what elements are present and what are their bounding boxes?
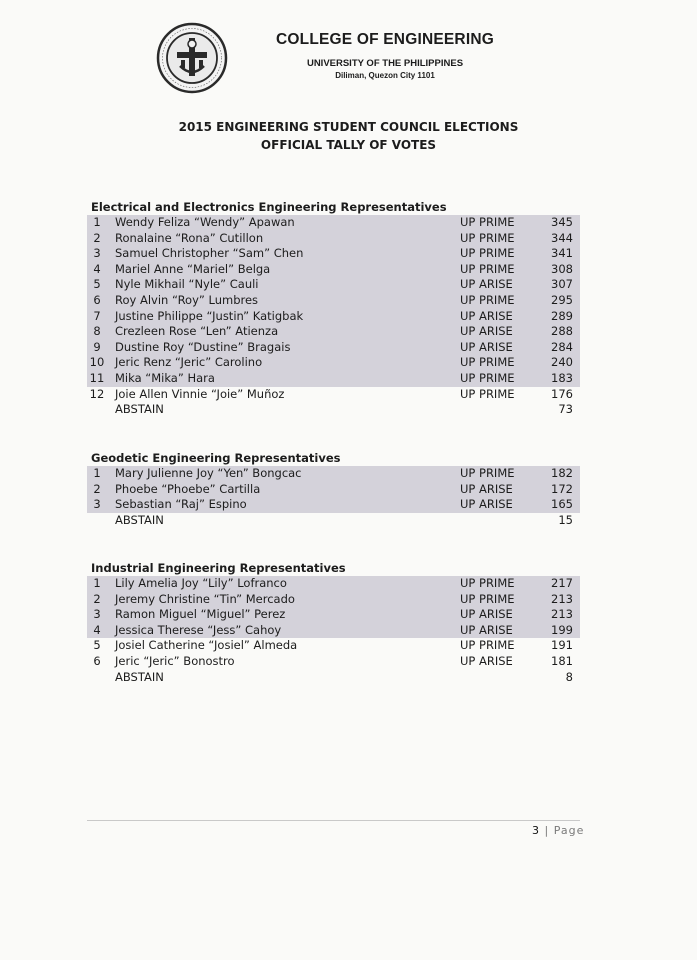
candidate-rank: 8 [93,324,101,339]
party-name: UP PRIME [460,215,515,229]
candidate-rank: 6 [93,292,101,307]
candidate-name: Crezleen Rose “Len” Atienza [115,324,279,339]
party-name: UP PRIME [460,370,515,385]
candidate-rank: 6 [93,653,101,668]
candidate-row [87,262,580,278]
candidate-name: Jessica Therese “Jess” Cahoy [115,622,282,637]
vote-count: 15 [558,512,573,527]
candidate-name: Jeric “Jeric” Bonostro [115,653,235,668]
party-name: UP ARISE [460,622,513,637]
candidate-rank: 2 [93,481,101,496]
candidate-rank: 2 [93,591,101,606]
document-subtitle: OFFICIAL TALLY OF VOTES [260,138,437,152]
candidate-row [87,215,580,231]
candidate-name: ABSTAIN [115,669,164,684]
candidate-name: Jeric Renz “Jeric” Carolino [115,355,263,370]
college-seal-logo [156,22,228,94]
college-name: COLLEGE OF ENGINEERING [276,31,494,48]
vote-count: 199 [551,622,573,637]
candidate-row [87,387,580,403]
candidate-name: Mariel Anne “Mariel” Belga [115,261,271,276]
candidate-name: Joie Allen Vinnie “Joie” Muñoz [115,386,285,401]
vote-count: 183 [551,370,573,385]
candidate-name: Ramon Miguel “Miguel” Perez [115,607,286,622]
candidate-rank: 5 [93,638,101,653]
candidate-row [87,466,580,482]
party-name: UP PRIME [460,591,515,606]
vote-count: 172 [551,481,573,496]
vote-count: 176 [551,386,573,401]
candidate-row [87,277,580,293]
candidate-rank: 4 [93,622,101,637]
candidate-rank: 11 [89,370,105,385]
page-label: Page [553,824,585,837]
vote-count: 284 [551,339,573,354]
vote-count: 308 [551,261,573,276]
vote-count: 307 [551,277,573,292]
party-name: UP PRIME [460,261,515,276]
tally-table [87,215,580,418]
party-name: UP ARISE [460,607,513,622]
candidate-rank: 5 [93,277,101,292]
document-title: 2015 ENGINEERING STUDENT COUNCIL ELECTIONS [178,120,519,134]
candidate-name: Mary Julienne Joy “Yen” Bongcac [115,466,302,480]
candidate-row [87,231,580,247]
candidate-name: Ronalaine “Rona” Cutillon [115,230,264,245]
candidate-name: Mika “Mika” Hara [115,370,215,385]
candidate-row [87,623,580,639]
vote-count: 213 [551,607,573,622]
candidate-name: Lily Amelia Joy “Lily” Lofranco [115,576,287,590]
candidate-name: Wendy Feliza “Wendy” Apawan [115,215,295,229]
vote-count: 191 [551,638,573,653]
vote-count: 344 [551,230,573,245]
party-name: UP PRIME [460,466,515,480]
candidate-rank: 1 [93,466,101,480]
candidate-rank: 4 [93,261,101,276]
candidate-name: Phoebe “Phoebe” Cartilla [115,481,261,496]
vote-count: 181 [551,653,573,668]
abstain-row [87,402,580,418]
candidate-row [87,355,580,371]
vote-count: 8 [565,669,573,684]
candidate-name: ABSTAIN [115,512,164,527]
page-footer [532,824,584,837]
candidate-name: Jeremy Christine “Tin” Mercado [115,591,295,606]
party-name: UP PRIME [460,246,515,261]
party-name: UP ARISE [460,481,513,496]
vote-count: 165 [551,497,573,512]
abstain-row [87,670,580,686]
tally-table [87,466,580,528]
section-heading: Electrical and Electronics Engineering Representatives [91,200,447,214]
vote-count: 289 [551,308,573,323]
page-separator: | [544,824,550,837]
candidate-row [87,340,580,356]
candidate-row [87,371,580,387]
party-name: UP ARISE [460,339,513,354]
party-name: UP PRIME [460,386,515,401]
vote-count: 295 [551,292,573,307]
candidate-rank: 9 [93,339,101,354]
party-name: UP ARISE [460,277,513,292]
footer-divider [87,820,580,821]
candidate-rank: 1 [93,576,101,590]
candidate-rank: 2 [93,230,101,245]
candidate-row [87,482,580,498]
candidate-name: Sebastian “Raj” Espino [115,497,247,512]
vote-count: 345 [551,215,573,229]
address: Diliman, Quezon City 1101 [335,71,435,80]
candidate-name: Nyle Mikhail “Nyle” Cauli [115,277,259,292]
candidate-row [87,497,580,513]
tally-table [87,576,580,685]
candidate-row [87,293,580,309]
candidate-rank: 7 [93,308,101,323]
party-name: UP ARISE [460,653,513,668]
candidate-row [87,576,580,592]
vote-count: 217 [551,576,573,590]
candidate-name: ABSTAIN [115,402,164,417]
party-name: UP PRIME [460,355,515,370]
vote-count: 213 [551,591,573,606]
candidate-rank: 1 [93,215,101,229]
candidate-row [87,324,580,340]
party-name: UP ARISE [460,324,513,339]
candidate-rank: 3 [93,246,101,261]
section-heading: Industrial Engineering Representatives [91,561,346,575]
party-name: UP PRIME [460,638,515,653]
candidate-row [87,654,580,670]
candidate-rank: 3 [93,607,101,622]
vote-count: 341 [551,246,573,261]
abstain-row [87,513,580,529]
candidate-row [87,607,580,623]
vote-count: 288 [551,324,573,339]
candidate-name: Josiel Catherine “Josiel” Almeda [115,638,298,653]
candidate-rank: 10 [89,355,105,370]
party-name: UP PRIME [460,292,515,307]
party-name: UP ARISE [460,308,513,323]
candidate-row [87,246,580,262]
university-name: UNIVERSITY OF THE PHILIPPINES [306,58,464,69]
candidate-name: Samuel Christopher “Sam” Chen [115,246,304,261]
party-name: UP ARISE [460,497,513,512]
candidate-rank: 12 [89,386,105,401]
candidate-row [87,592,580,608]
candidate-name: Roy Alvin “Roy” Lumbres [115,292,259,307]
candidate-row [87,638,580,654]
section-heading: Geodetic Engineering Representatives [91,451,341,465]
candidate-name: Dustine Roy “Dustine” Bragais [115,339,291,354]
candidate-name: Justine Philippe “Justin” Katigbak [115,308,304,323]
party-name: UP PRIME [460,576,515,590]
vote-count: 73 [558,402,573,417]
candidate-rank: 3 [93,497,101,512]
vote-count: 240 [551,355,573,370]
party-name: UP PRIME [460,230,515,245]
page-number: 3 [532,824,540,837]
candidate-row [87,309,580,325]
vote-count: 182 [551,466,573,480]
